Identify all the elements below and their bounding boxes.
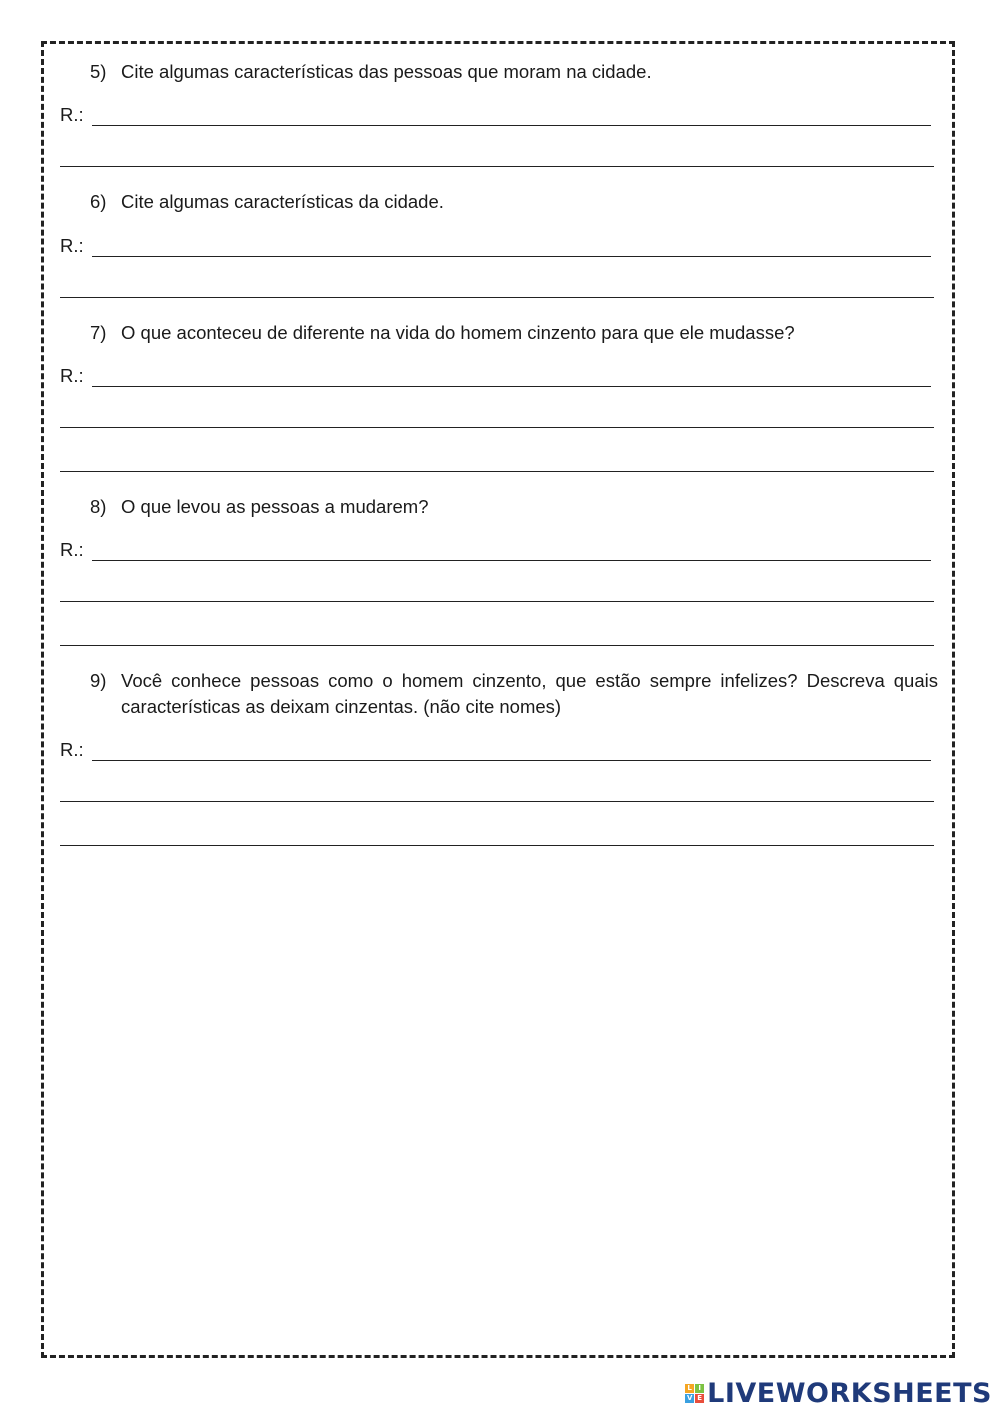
answer-line-q7-3[interactable] — [60, 471, 934, 472]
answer-line-q9-2[interactable] — [60, 801, 934, 802]
question-number: 6) — [90, 191, 107, 212]
question-text: Cite algumas características das pessoas que moram na cidade. — [121, 61, 652, 82]
answer-line-q9-3[interactable] — [60, 845, 934, 846]
logo-tile-i: I — [695, 1384, 704, 1393]
answer-line-q6-2[interactable] — [60, 297, 934, 298]
answer-rule — [92, 256, 931, 257]
answer-prefix: R.: — [60, 235, 84, 256]
question-number: 5) — [90, 61, 107, 82]
answer-line-q5-2[interactable] — [60, 166, 934, 167]
question-8 — [90, 494, 938, 520]
answer-prefix: R.: — [60, 539, 84, 560]
question-6 — [90, 189, 938, 215]
question-number: 9) — [90, 670, 107, 691]
logo-tile-e: E — [695, 1394, 704, 1403]
liveworksheets-logo — [685, 1378, 992, 1408]
answer-rule — [92, 125, 931, 126]
question-5 — [90, 59, 938, 85]
answer-rule — [92, 386, 931, 387]
answer-prefix: R.: — [60, 365, 84, 386]
answer-line-q7-1[interactable] — [60, 363, 931, 389]
answer-line-q9-1[interactable] — [60, 737, 931, 763]
logo-tile-l: L — [685, 1384, 694, 1393]
answer-line-q6-1[interactable] — [60, 233, 931, 259]
question-text: Você conhece pessoas como o homem cinzento, que estão sempre infelizes? Descreva quais características as deixam cinzentas. (não cite nomes) — [121, 670, 938, 717]
answer-prefix: R.: — [60, 739, 84, 760]
question-9 — [90, 668, 938, 720]
answer-line-q8-2[interactable] — [60, 601, 934, 602]
logo-tile-v: V — [686, 1393, 693, 1402]
answer-rule — [92, 760, 931, 761]
answer-line-q7-2[interactable] — [60, 427, 934, 428]
question-number: 8) — [90, 496, 107, 517]
question-text: O que levou as pessoas a mudarem? — [121, 496, 429, 517]
question-7 — [90, 320, 938, 346]
answer-line-q8-1[interactable] — [60, 537, 931, 563]
liveworksheets-icon — [685, 1384, 704, 1403]
answer-rule — [92, 560, 931, 561]
answer-line-q5-1[interactable] — [60, 102, 931, 128]
answer-prefix: R.: — [60, 104, 84, 125]
question-text: Cite algumas características da cidade. — [121, 191, 444, 212]
question-text: O que aconteceu de diferente na vida do homem cinzento para que ele mudasse? — [121, 322, 795, 343]
answer-line-q8-3[interactable] — [60, 645, 934, 646]
question-number: 7) — [90, 322, 107, 343]
brand-name: LIVEWORKSHEETS — [707, 1377, 992, 1409]
